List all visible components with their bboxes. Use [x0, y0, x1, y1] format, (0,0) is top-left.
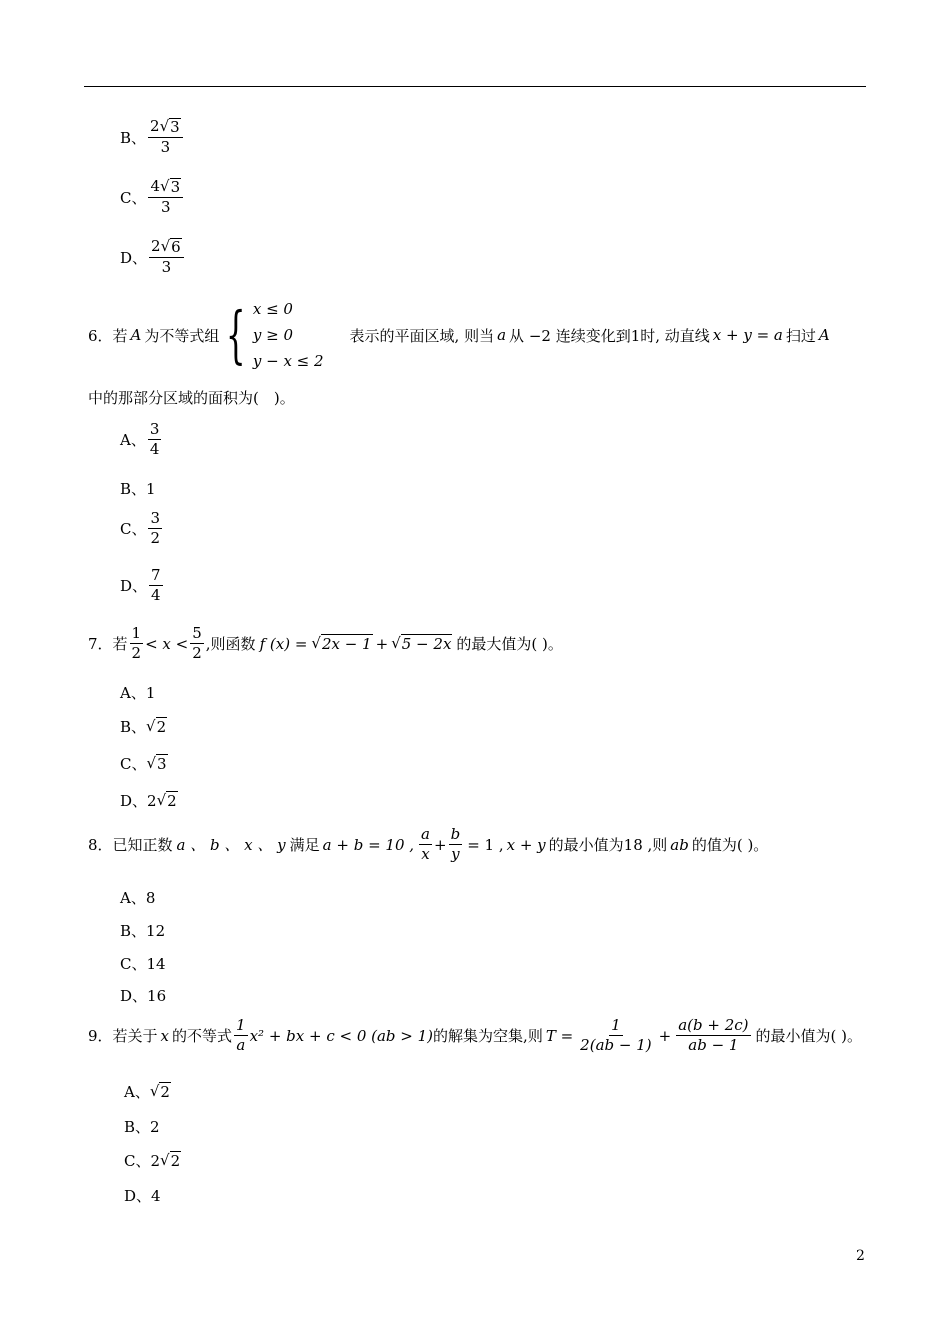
numerator: 1	[234, 1017, 248, 1036]
q8-option-b	[120, 920, 165, 941]
stem-text: 的最小值为( )。	[755, 1027, 862, 1046]
option-fraction: 2 √ 3 3	[148, 118, 183, 157]
q6-stem	[88, 296, 830, 374]
option-label: C、	[124, 1152, 151, 1170]
equation: a + b = 10 ,	[322, 835, 415, 854]
q6-option-c	[120, 510, 164, 548]
radicand: 2	[170, 1152, 181, 1170]
radicand: 2	[156, 718, 167, 736]
denominator: x	[421, 845, 430, 864]
question-number: 7．若	[88, 635, 128, 654]
option-value: 1	[145, 683, 156, 702]
coef: 2	[150, 1151, 161, 1170]
option-label: A、	[120, 889, 146, 907]
numerator: 3	[148, 421, 162, 440]
inequality: < x <	[145, 634, 189, 653]
denominator: 4	[149, 440, 160, 459]
numerator: a	[419, 826, 432, 845]
stem-text: 的不等式	[172, 1027, 233, 1046]
inequality-system	[253, 296, 324, 374]
option-value: 12	[146, 921, 166, 940]
sqrt: √ 2x − 1	[311, 634, 372, 654]
option-label: C、	[120, 755, 147, 773]
option-label: D、	[124, 1187, 152, 1205]
denominator: 3	[160, 138, 171, 157]
option-label: C、	[120, 188, 147, 207]
option-label: B、	[120, 128, 147, 147]
inequality: x² + bx + c < 0 (ab > 1)	[249, 1026, 434, 1045]
plus-sign: +	[434, 835, 447, 854]
option-label: D、	[120, 577, 148, 596]
option-label: C、	[120, 520, 147, 539]
equation: = 1 ,	[467, 835, 504, 854]
stem-text: 的值为( )。	[691, 836, 769, 855]
q9-option-c	[124, 1150, 181, 1171]
var-a: A	[818, 326, 830, 344]
option-fraction	[148, 421, 162, 459]
radicand: 3	[170, 118, 180, 136]
option-label: B、	[124, 1118, 151, 1136]
option-value: 1	[146, 479, 156, 498]
option-label: D、	[120, 987, 148, 1005]
q5-option-c	[120, 178, 185, 217]
numerator: 1	[130, 625, 144, 644]
numerator: a(b + 2c)	[676, 1017, 750, 1036]
option-value: 4	[151, 1186, 161, 1205]
sqrt: √ 2	[149, 1082, 170, 1101]
fraction	[676, 1017, 750, 1055]
option-label: C、	[120, 955, 147, 973]
denominator: ab − 1	[688, 1036, 739, 1055]
sqrt: √ 2	[156, 791, 177, 810]
var-a: A	[130, 326, 142, 344]
radicand: 3	[170, 178, 181, 196]
option-label: A、	[120, 431, 146, 450]
option-value: 8	[145, 888, 156, 907]
plus-sign: +	[658, 1026, 672, 1045]
fraction	[419, 826, 432, 864]
numerator: 3	[148, 510, 162, 529]
stem-text: 表示的平面区域, 则当	[349, 326, 495, 345]
option-value: 16	[147, 986, 167, 1005]
question-number: 9．若关于	[88, 1027, 158, 1046]
radicand: 2x − 1	[321, 635, 372, 654]
line-equation: x + y = a	[712, 326, 783, 344]
coef: 2	[150, 117, 160, 135]
variables: a 、 b 、 x 、 y	[176, 836, 286, 855]
q8-stem	[88, 826, 768, 864]
stem-text: 满足	[289, 836, 320, 855]
plus-sign: +	[375, 634, 389, 653]
q9-option-b	[124, 1116, 160, 1137]
option-label: B、	[120, 480, 147, 498]
question-number: 6．若	[88, 326, 128, 345]
option-label: D、	[120, 792, 148, 810]
inequality: y − x ≤ 2	[252, 352, 324, 370]
radicand: 2	[167, 792, 177, 810]
option-fraction	[148, 510, 162, 548]
function-name: f (x) =	[259, 634, 308, 653]
option-label: D、	[120, 248, 148, 267]
q8-option-c	[120, 953, 166, 974]
radicand: 2	[160, 1083, 170, 1101]
q6-option-b	[120, 478, 156, 499]
inequality: x ≤ 0	[252, 300, 293, 318]
q9-stem	[88, 1017, 862, 1055]
q7-stem	[88, 625, 563, 663]
radicand: 3	[157, 755, 167, 773]
variable: x	[160, 1026, 170, 1045]
numerator: b	[449, 826, 463, 845]
denominator: a	[236, 1036, 246, 1055]
q9-option-d	[124, 1185, 161, 1206]
page-number: 2	[856, 1248, 865, 1264]
header-rule	[84, 86, 866, 87]
coef: 2	[151, 237, 161, 255]
q7-option-c	[120, 753, 168, 774]
inequality: y ≥ 0	[252, 326, 293, 344]
denominator: 4	[151, 586, 161, 605]
sqrt: √ 3	[146, 754, 167, 773]
stem-text: 为不等式组	[144, 326, 220, 345]
sqrt: √ 2	[146, 717, 167, 736]
expression: x + y	[506, 835, 546, 854]
q7-option-d	[120, 790, 178, 811]
denominator: 2(ab − 1)	[580, 1036, 652, 1055]
q5-option-b	[120, 118, 185, 157]
fraction	[130, 625, 144, 663]
fraction	[234, 1017, 248, 1055]
numerator: 5	[190, 625, 204, 644]
option-value: 2	[150, 1117, 160, 1136]
stem-text: 的最大值为( )。	[456, 635, 563, 654]
q7-option-b	[120, 716, 167, 737]
numerator: 1	[609, 1017, 623, 1036]
expression: T =	[545, 1026, 574, 1045]
option-label: B、	[120, 718, 147, 736]
q7-option-a	[120, 682, 155, 703]
question-number: 8．已知正数	[88, 836, 173, 855]
q8-option-d	[120, 985, 166, 1006]
var-a: a	[497, 326, 507, 344]
radicand: 5 − 2x	[401, 635, 452, 654]
denominator: 2	[131, 644, 142, 663]
coef: 4	[150, 177, 161, 195]
stem-text: 的最小值为18 ,则	[548, 836, 668, 855]
q8-option-a	[120, 887, 155, 908]
denominator: y	[451, 845, 460, 864]
system-brace: {	[226, 298, 246, 371]
fraction	[190, 625, 204, 663]
option-label: A、	[120, 684, 146, 702]
option-fraction	[149, 567, 163, 605]
denominator: 3	[161, 198, 171, 217]
denominator: 3	[161, 258, 172, 277]
option-label: A、	[124, 1083, 150, 1101]
q6-option-d	[120, 567, 165, 605]
radicand: 6	[171, 238, 181, 256]
fraction	[578, 1017, 653, 1055]
sqrt: √ 5 − 2x	[391, 634, 452, 654]
coef: 2	[147, 791, 157, 810]
option-fraction: 4 √ 3 3	[148, 178, 183, 217]
stem-text: 的解集为空集,则	[433, 1027, 543, 1046]
stem-text: 从 −2 连续变化到1时, 动直线	[509, 326, 710, 345]
option-value: 14	[146, 954, 166, 973]
denominator: 2	[192, 644, 202, 663]
stem-text: 中的那部分区域的面积为( )。	[88, 389, 295, 407]
q6-stem-continued	[88, 387, 295, 408]
sqrt: √ 2	[160, 1151, 181, 1170]
fraction	[449, 826, 463, 864]
q5-option-d	[120, 238, 186, 277]
denominator: 2	[150, 529, 161, 548]
stem-text: ,则函数	[205, 635, 256, 654]
numerator: 7	[149, 567, 163, 586]
option-fraction: 2 √ 6 3	[149, 238, 184, 277]
stem-text: 扫过	[785, 326, 816, 345]
q6-option-a	[120, 421, 163, 459]
option-label: B、	[120, 922, 147, 940]
expression: ab	[670, 835, 689, 854]
q9-option-a	[124, 1081, 171, 1102]
